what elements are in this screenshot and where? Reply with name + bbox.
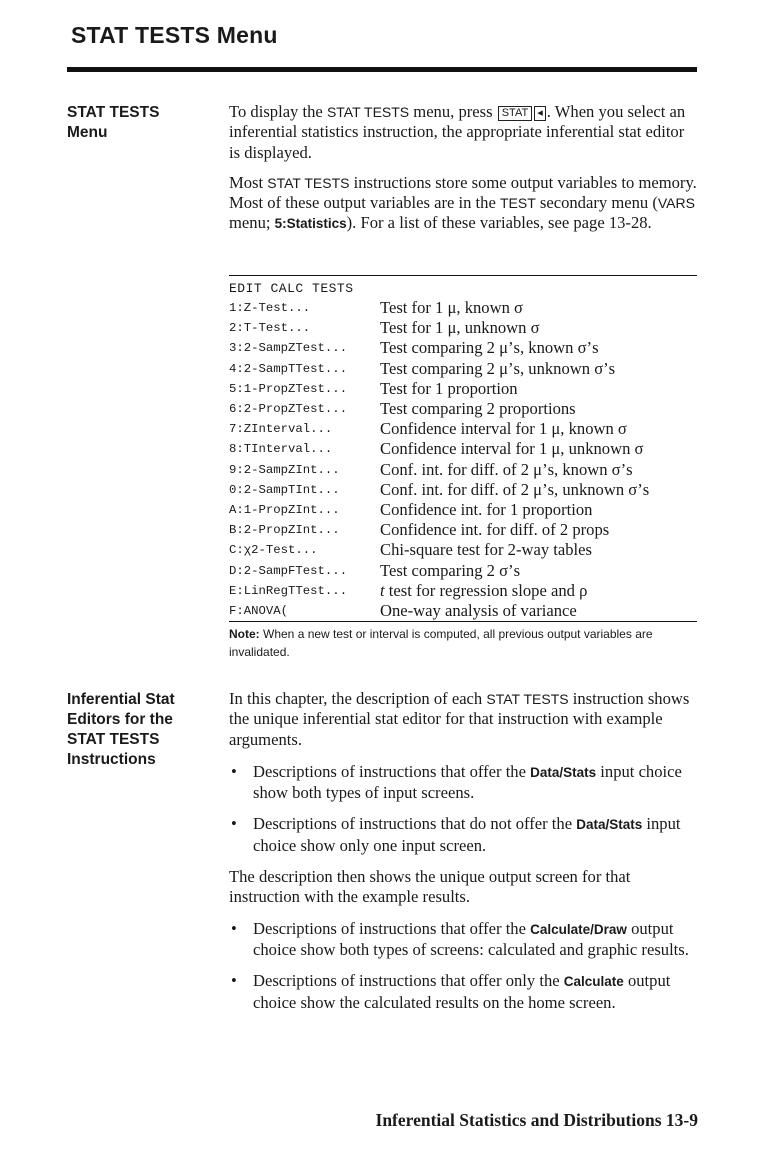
menu-item: D:2-SampFTest...	[229, 563, 348, 578]
text: input choice show both types of input screens.	[253, 761, 682, 803]
text: ). For a list of these variables, see page 13-28.	[346, 213, 652, 233]
menu-item-description: Test comparing 2 σ’s	[380, 560, 521, 580]
text: In this chapter, the description of each	[229, 689, 487, 708]
page-footer: Inferential Statistics and Distributions 13-9	[375, 1110, 698, 1130]
menu-item-description: Conf. int. for diff. of 2 μ’s, known σ’s	[380, 459, 633, 479]
table-top-rule	[229, 275, 697, 276]
table-row	[229, 379, 697, 399]
menu-name: STAT TESTS	[267, 174, 350, 191]
menu-name: TEST	[499, 195, 536, 212]
menu-item-description: Test comparing 2 proportions	[380, 399, 576, 419]
text: Descriptions of instructions that offer the	[253, 918, 531, 938]
table-row	[229, 419, 697, 439]
menu-item: 1:Z-Test...	[229, 301, 311, 316]
option-name: Calculate/Draw	[530, 921, 627, 937]
menu-item: 8:TInterval...	[229, 442, 333, 457]
table-row	[229, 338, 697, 358]
side-heading-line: STAT TESTS	[67, 104, 160, 121]
table-row	[229, 399, 697, 419]
menu-item: C:χ2-Test...	[229, 543, 318, 558]
list-item	[229, 919, 699, 961]
menu-item-description: Conf. int. for diff. of 2 μ’s, unknown σ’s	[380, 479, 650, 499]
menu-item: 3:2-SampZTest...	[229, 341, 348, 356]
option-name: Data/Stats	[576, 817, 643, 833]
menu-item-description: Confidence interval for 1 μ, known σ	[380, 419, 627, 439]
table-row	[229, 359, 697, 379]
paragraph: The description then shows the unique output screen for that instruction with the example results.	[229, 867, 631, 907]
side-heading-line: Instructions	[67, 751, 156, 768]
text: input choice show only one input screen.	[253, 814, 681, 855]
text: secondary menu (	[535, 193, 658, 213]
option-name: Data/Stats	[530, 764, 597, 780]
section1-body	[229, 102, 699, 235]
note-text: When a new test or interval is computed, all previous output variables are invalidated.	[229, 627, 653, 659]
menu-item: E:LinRegTTest...	[229, 583, 348, 598]
stat-tests-menu-table	[229, 275, 697, 661]
page-title: STAT TESTS Menu	[71, 22, 278, 48]
menu-name: VARS	[657, 195, 695, 212]
text: instruction shows the unique inferential stat editor for that instruction with example arguments.	[229, 689, 690, 749]
menu-item: 9:2-SampZInt...	[229, 462, 340, 477]
table-row	[229, 298, 697, 318]
side-heading-line: Editors for the	[67, 711, 173, 728]
bullet-list	[229, 919, 699, 1013]
menu-item-description: Test for 1 μ, unknown σ	[380, 318, 540, 338]
italic-t: t	[380, 580, 385, 600]
text: instructions store some output variables to memory. Most of these output variables are in the	[229, 172, 697, 213]
menu-item-description: One-way analysis of variance	[380, 600, 577, 620]
table-row	[229, 480, 697, 500]
menu-item-description	[380, 581, 587, 601]
menu-item: F:ANOVA(	[229, 603, 289, 618]
text: . When you select an inferential statistics instruction, the appropriate inferential stat editor is displayed.	[229, 102, 686, 162]
menu-item: B:2-PropZInt...	[229, 523, 340, 538]
side-heading-line: Menu	[67, 124, 108, 141]
table-row	[229, 601, 697, 621]
text: Descriptions of instructions that do not offer the	[253, 814, 577, 834]
left-arrow-key-icon: ◂	[534, 106, 546, 121]
note	[229, 625, 697, 661]
table-row	[229, 520, 697, 540]
list-item	[229, 814, 699, 856]
menu-item-name: 5:Statistics	[274, 216, 347, 232]
table-row	[229, 318, 697, 338]
table-row	[229, 460, 697, 480]
menu-item: 5:1-PropZTest...	[229, 381, 348, 396]
menu-item-description: Confidence interval for 1 μ, unknown σ	[380, 439, 644, 459]
paragraph	[229, 102, 699, 163]
paragraph	[229, 689, 699, 750]
text: menu;	[229, 213, 275, 233]
menu-item: 6:2-PropZTest...	[229, 402, 348, 417]
list-item	[229, 971, 699, 1013]
menu-header: EDIT CALC TESTS	[229, 281, 354, 296]
menu-item-description: Test comparing 2 μ’s, unknown σ’s	[380, 358, 616, 378]
title-rule	[67, 67, 697, 72]
menu-item: 0:2-SampTInt...	[229, 482, 340, 497]
text: Descriptions of instructions that offer the	[253, 761, 531, 781]
text: Most	[229, 172, 268, 192]
option-name: Calculate	[563, 974, 624, 990]
menu-item-description: Confidence int. for 1 proportion	[380, 499, 593, 519]
menu-item-description: Test for 1 μ, known σ	[380, 298, 523, 318]
table-row	[229, 540, 697, 560]
section2-body	[229, 689, 699, 1013]
menu-item-description: Confidence int. for diff. of 2 props	[380, 520, 610, 540]
side-heading-line: Inferential Stat	[67, 691, 175, 708]
menu-item: A:1-PropZInt...	[229, 502, 340, 517]
table-row	[229, 439, 697, 459]
menu-item-description: Test for 1 proportion	[380, 378, 518, 398]
paragraph	[229, 173, 699, 235]
menu-item: 2:T-Test...	[229, 321, 311, 336]
side-heading-inferential-stat-editors	[67, 690, 207, 770]
stat-key: STAT	[498, 106, 532, 121]
table-row	[229, 500, 697, 520]
table-row	[229, 560, 697, 580]
description-text: test for regression slope and ρ	[384, 580, 588, 600]
side-heading-stat-tests-menu	[67, 103, 207, 143]
text: menu, press	[409, 102, 497, 121]
side-heading-line: STAT TESTS	[67, 731, 160, 748]
menu-name: STAT TESTS	[326, 104, 410, 120]
text: output choice show the calculated results on the home screen.	[253, 971, 671, 1012]
text: Descriptions of instructions that offer only the	[253, 971, 564, 991]
menu-item-description: Chi-square test for 2-way tables	[380, 540, 592, 560]
menu-item-description: Test comparing 2 μ’s, known σ’s	[380, 338, 599, 358]
bullet-list	[229, 762, 699, 856]
menu-item: 7:ZInterval...	[229, 422, 333, 437]
menu-rows	[229, 298, 697, 621]
list-item	[229, 762, 699, 804]
menu-name: STAT TESTS	[486, 691, 569, 707]
text: To display the	[229, 102, 327, 121]
table-row	[229, 581, 697, 601]
menu-item: 4:2-SampTTest...	[229, 361, 348, 376]
table-bottom-rule	[229, 621, 697, 622]
note-label: Note:	[229, 627, 260, 641]
text: output choice show both types of screens: calculated and graphic results.	[253, 918, 689, 959]
